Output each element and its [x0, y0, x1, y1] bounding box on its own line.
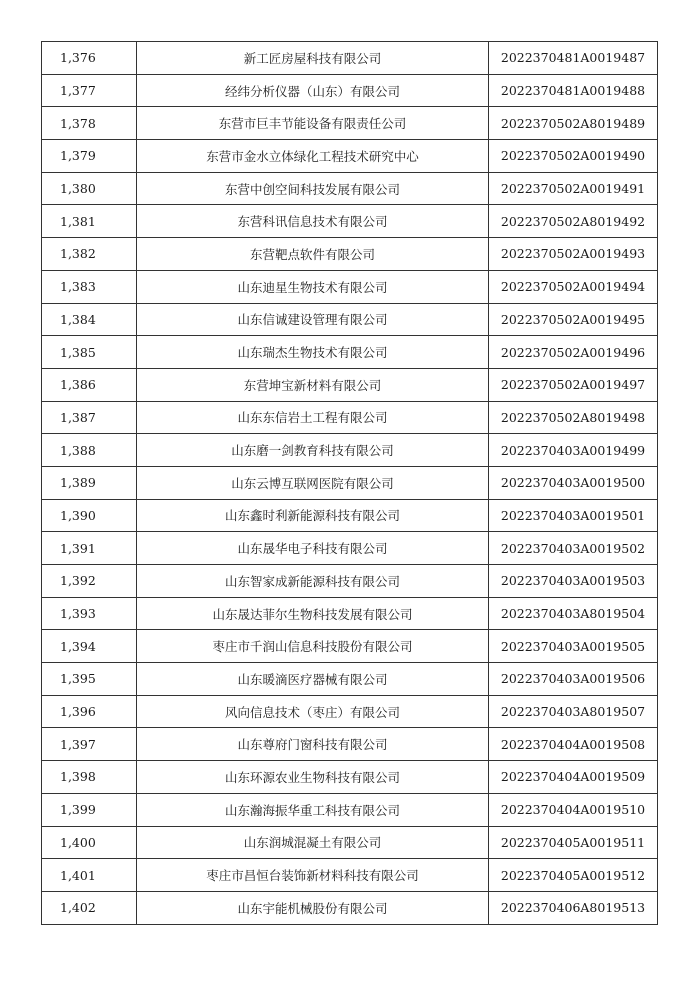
row-number: 1,383: [42, 270, 137, 303]
row-number: 1,379: [42, 140, 137, 173]
row-number: 1,389: [42, 466, 137, 499]
table-row: [42, 565, 658, 598]
table-row: [42, 107, 658, 140]
company-name: 山东宇能机械股份有限公司: [137, 891, 489, 924]
row-number: 1,402: [42, 891, 137, 924]
table-row: [42, 401, 658, 434]
registration-code: 2022370403A0019503: [489, 565, 658, 598]
company-name: 山东瀚海振华重工科技有限公司: [137, 793, 489, 826]
row-number: 1,381: [42, 205, 137, 238]
row-number: 1,391: [42, 532, 137, 565]
registration-code: 2022370403A0019499: [489, 434, 658, 467]
table-row: [42, 205, 658, 238]
registration-code: 2022370502A0019495: [489, 303, 658, 336]
table-row: [42, 499, 658, 532]
table-row: [42, 368, 658, 401]
registration-code: 2022370406A8019513: [489, 891, 658, 924]
table-row: [42, 826, 658, 859]
row-number: 1,397: [42, 728, 137, 761]
company-name: 山东迪星生物技术有限公司: [137, 270, 489, 303]
row-number: 1,401: [42, 859, 137, 892]
table-row: [42, 663, 658, 696]
company-name: 山东智家成新能源科技有限公司: [137, 565, 489, 598]
company-name: 东营中创空间科技发展有限公司: [137, 172, 489, 205]
row-number: 1,376: [42, 42, 137, 75]
registration-code: 2022370481A0019487: [489, 42, 658, 75]
company-name: 枣庄市千润山信息科技股份有限公司: [137, 630, 489, 663]
company-name: 东营靶点软件有限公司: [137, 238, 489, 271]
table-row: [42, 728, 658, 761]
company-name: 山东晟达菲尔生物科技发展有限公司: [137, 597, 489, 630]
table-row: [42, 891, 658, 924]
company-name: 东营坤宝新材料有限公司: [137, 368, 489, 401]
registration-code: 2022370405A0019512: [489, 859, 658, 892]
registration-code: 2022370502A8019492: [489, 205, 658, 238]
registration-code: 2022370502A0019497: [489, 368, 658, 401]
registry-table: [41, 41, 658, 925]
registration-code: 2022370403A0019501: [489, 499, 658, 532]
table-row: [42, 172, 658, 205]
table-row: [42, 761, 658, 794]
row-number: 1,382: [42, 238, 137, 271]
row-number: 1,396: [42, 695, 137, 728]
registration-code: 2022370403A0019505: [489, 630, 658, 663]
registration-code: 2022370502A0019493: [489, 238, 658, 271]
registration-code: 2022370502A0019494: [489, 270, 658, 303]
table-row: [42, 532, 658, 565]
row-number: 1,385: [42, 336, 137, 369]
company-name: 山东信诚建设管理有限公司: [137, 303, 489, 336]
table-row: [42, 74, 658, 107]
company-name: 风向信息技术（枣庄）有限公司: [137, 695, 489, 728]
row-number: 1,384: [42, 303, 137, 336]
registration-code: 2022370404A0019510: [489, 793, 658, 826]
company-name: 山东润城混凝土有限公司: [137, 826, 489, 859]
table-row: [42, 270, 658, 303]
registration-code: 2022370481A0019488: [489, 74, 658, 107]
registration-code: 2022370502A8019498: [489, 401, 658, 434]
table-row: [42, 434, 658, 467]
registration-code: 2022370403A8019504: [489, 597, 658, 630]
row-number: 1,377: [42, 74, 137, 107]
company-name: 山东云博互联网医院有限公司: [137, 466, 489, 499]
company-name: 山东磨一剑教育科技有限公司: [137, 434, 489, 467]
registration-code: 2022370502A8019489: [489, 107, 658, 140]
company-name: 山东瑞杰生物技术有限公司: [137, 336, 489, 369]
table-row: [42, 466, 658, 499]
row-number: 1,378: [42, 107, 137, 140]
registration-code: 2022370502A0019496: [489, 336, 658, 369]
company-name: 经纬分析仪器（山东）有限公司: [137, 74, 489, 107]
table-row: [42, 42, 658, 75]
registration-code: 2022370404A0019508: [489, 728, 658, 761]
table-row: [42, 336, 658, 369]
company-name: 山东暖滴医疗器械有限公司: [137, 663, 489, 696]
table-row: [42, 303, 658, 336]
row-number: 1,388: [42, 434, 137, 467]
table-row: [42, 597, 658, 630]
table-row: [42, 695, 658, 728]
company-name: 新工匠房屋科技有限公司: [137, 42, 489, 75]
company-name: 东营科讯信息技术有限公司: [137, 205, 489, 238]
row-number: 1,380: [42, 172, 137, 205]
table-row: [42, 140, 658, 173]
row-number: 1,399: [42, 793, 137, 826]
company-name: 山东环源农业生物科技有限公司: [137, 761, 489, 794]
registration-code: 2022370403A0019500: [489, 466, 658, 499]
row-number: 1,387: [42, 401, 137, 434]
row-number: 1,390: [42, 499, 137, 532]
table-row: [42, 859, 658, 892]
row-number: 1,398: [42, 761, 137, 794]
row-number: 1,400: [42, 826, 137, 859]
row-number: 1,392: [42, 565, 137, 598]
table-row: [42, 630, 658, 663]
registration-code: 2022370403A0019502: [489, 532, 658, 565]
company-name: 山东尊府门窗科技有限公司: [137, 728, 489, 761]
registration-code: 2022370502A0019490: [489, 140, 658, 173]
row-number: 1,393: [42, 597, 137, 630]
table-row: [42, 793, 658, 826]
company-name: 东营市巨丰节能设备有限责任公司: [137, 107, 489, 140]
registration-code: 2022370403A8019507: [489, 695, 658, 728]
row-number: 1,395: [42, 663, 137, 696]
row-number: 1,386: [42, 368, 137, 401]
registration-code: 2022370404A0019509: [489, 761, 658, 794]
company-name: 东营市金水立体绿化工程技术研究中心: [137, 140, 489, 173]
registration-code: 2022370403A0019506: [489, 663, 658, 696]
company-name: 山东东信岩土工程有限公司: [137, 401, 489, 434]
company-name: 山东晟华电子科技有限公司: [137, 532, 489, 565]
registration-code: 2022370502A0019491: [489, 172, 658, 205]
company-name: 枣庄市昌恒台装饰新材料科技有限公司: [137, 859, 489, 892]
registration-code: 2022370405A0019511: [489, 826, 658, 859]
company-name: 山东鑫时利新能源科技有限公司: [137, 499, 489, 532]
table-row: [42, 238, 658, 271]
registry-table-body: [42, 42, 658, 925]
row-number: 1,394: [42, 630, 137, 663]
